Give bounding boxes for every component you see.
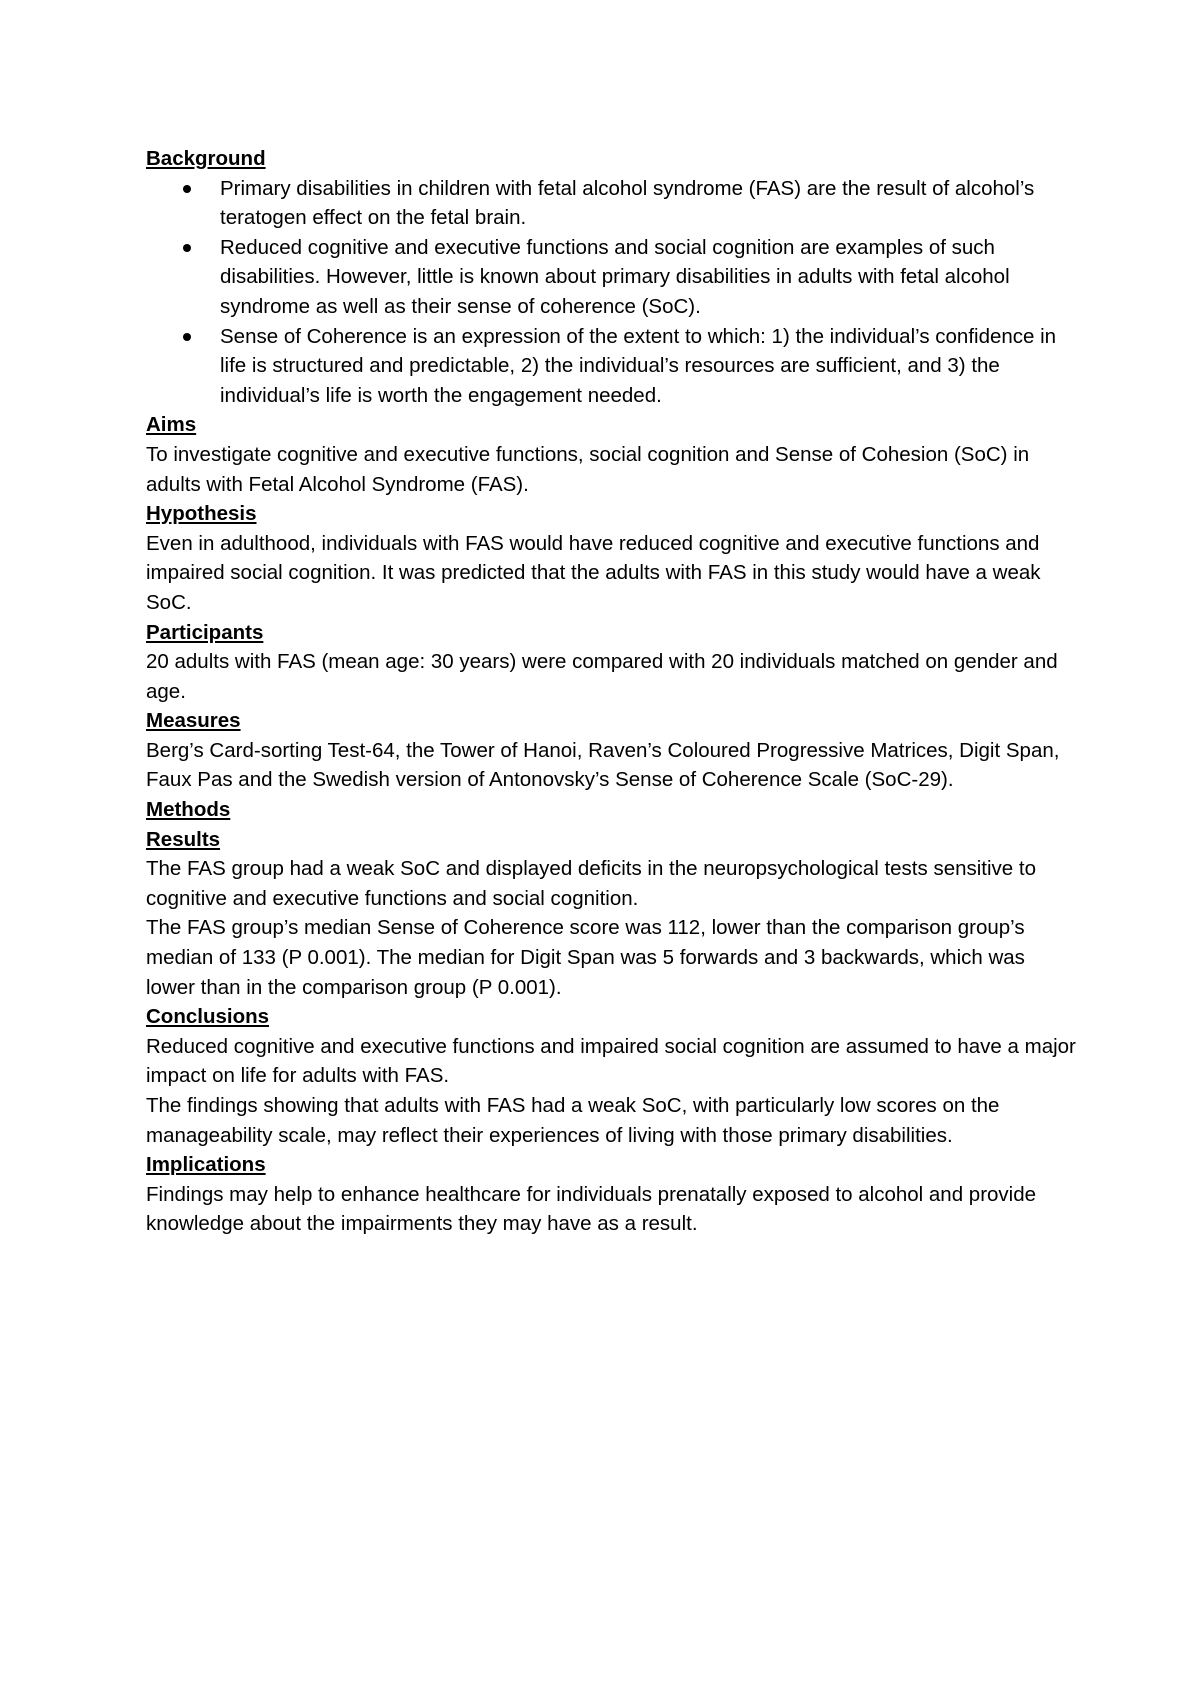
bullet-item	[146, 174, 1076, 233]
heading-aims: Aims	[146, 413, 197, 437]
heading-measures: Measures	[146, 709, 241, 733]
bullet-text: Reduced cognitive and executive functions and social cognition are examples of such disabilities. However, little is known about primary disabilities in adults with fetal alcohol syndrome as well as their sense of coherence (SoC).	[220, 235, 1010, 318]
heading-hypothesis: Hypothesis	[146, 502, 257, 526]
background-bullet-list	[146, 174, 1076, 411]
heading-conclusions: Conclusions	[146, 1005, 270, 1029]
participants-text: 20 adults with FAS (mean age: 30 years) were compared with 20 individuals matched on gender and age.	[146, 650, 1058, 703]
aims-text: To investigate cognitive and executive functions, social cognition and Sense of Cohesion (SoC) in adults with Fetal Alcohol Syndrome (FAS).	[146, 442, 1030, 496]
implications-text: Findings may help to enhance healthcare for individuals prenatally exposed to alcohol and provide knowledge about the impairments they may have as a result.	[146, 1182, 1037, 1236]
bullet-dot-icon	[183, 244, 191, 252]
bullet-item	[146, 233, 1076, 322]
results-paragraph: The FAS group’s median Sense of Coherence score was 112, lower than the comparison group’s median of 133 (P 0.001). The median for Digit Span was 5 forwards and 3 backwards, which was lower than in the comparison group (P 0.001).	[146, 916, 1025, 999]
heading-participants: Participants	[146, 620, 264, 644]
bullet-dot-icon	[183, 333, 191, 341]
bullet-text: Primary disabilities in children with fetal alcohol syndrome (FAS) are the result of alcohol’s teratogen effect on the fetal brain.	[220, 176, 1035, 230]
document-body	[146, 144, 1076, 1239]
heading-implications: Implications	[146, 1153, 266, 1177]
heading-methods: Methods	[146, 798, 231, 822]
conclusions-paragraph: The findings showing that adults with FAS had a weak SoC, with particularly low scores on the manageability scale, may reflect their experiences of living with those primary disabilities.	[146, 1094, 1000, 1147]
bullet-item	[146, 322, 1076, 411]
measures-text: Berg’s Card-sorting Test-64, the Tower of Hanoi, Raven’s Coloured Progressive Matrices, Digit Span, Faux Pas and the Swedish version of Antonovsky’s Sense of Coherence Scale (SoC-29).	[146, 738, 1060, 792]
heading-results: Results	[146, 827, 221, 851]
bullet-dot-icon	[183, 185, 191, 193]
results-paragraph: The FAS group had a weak SoC and displayed deficits in the neuropsychological tests sensitive to cognitive and executive functions and social cognition.	[146, 857, 1036, 910]
hypothesis-text: Even in adulthood, individuals with FAS would have reduced cognitive and executive functions and impaired social cognition. It was predicted that the adults with FAS in this study would have a weak SoC.	[146, 531, 1041, 614]
heading-background: Background	[146, 147, 266, 170]
bullet-text: Sense of Coherence is an expression of the extent to which: 1) the individual’s confidence in life is structured and predictable, 2) the individual’s resources are sufficient, and 3) the individual’s life is worth the engagement needed.	[220, 324, 1057, 407]
conclusions-paragraph: Reduced cognitive and executive functions and impaired social cognition are assumed to have a major impact on life for adults with FAS.	[146, 1034, 1076, 1088]
